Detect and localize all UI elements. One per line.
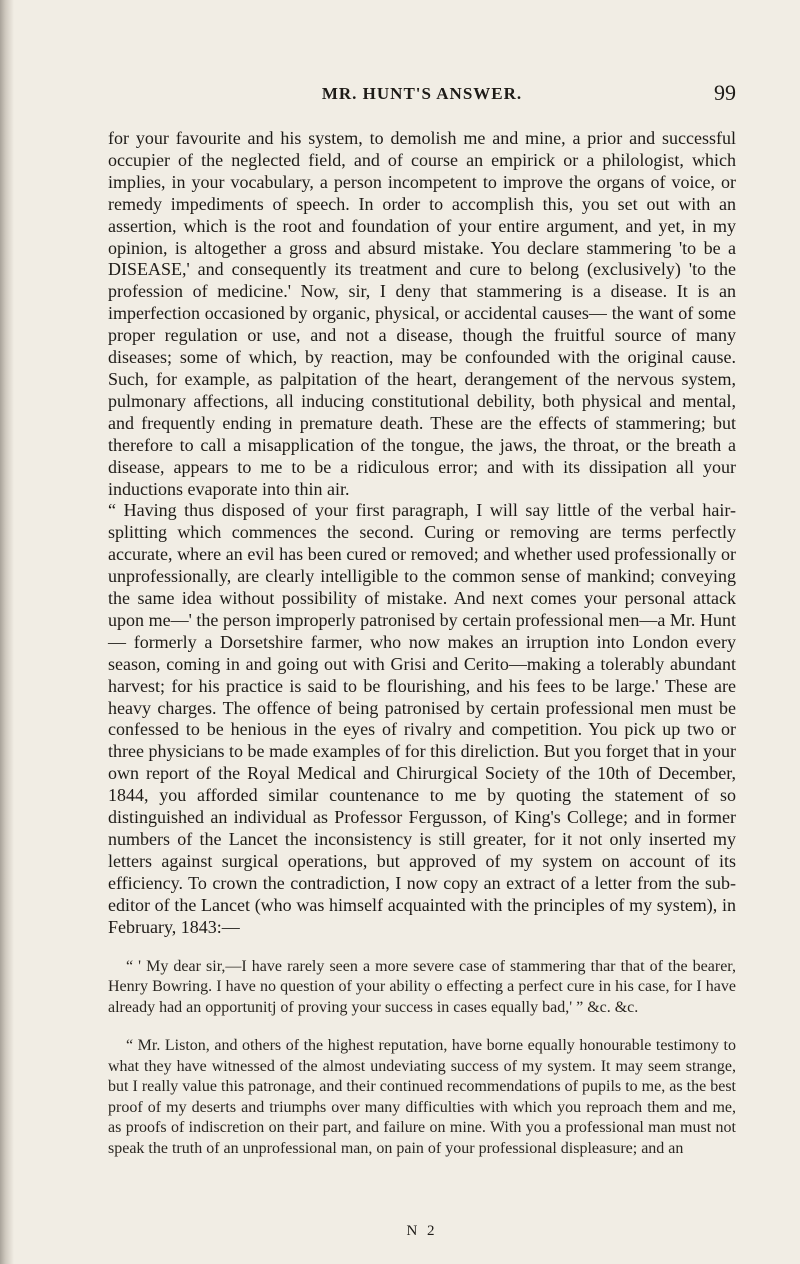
paragraph-gap (108, 1018, 736, 1036)
signature-mark: N 2 (406, 1223, 438, 1239)
running-title: MR. HUNT'S ANSWER. (321, 84, 523, 103)
running-head (108, 80, 736, 112)
paragraph-3-letter-extract: “ ' My dear sir,—I have rarely seen a more severe case of stammering thar that of the bearer, Henry Bowring. I have no question of your ability o effecting a perfect cure in his case, for I have already had an opportunitј of proving your success in cases equally bad,' ” &c. &c. (108, 957, 736, 1016)
binding-shadow (0, 0, 14, 1264)
body-text (108, 128, 736, 1159)
paragraph-4: “ Mr. Liston, and others of the highest reputation, have borne equally honourable testimony to what they have witnessed of the almost undeviating success of my system. It may seem strange, but I really value this patronage, and their continued recommendations of pupils to me, as the best proof of my deserts and triumphs over many difficulties with which you reproach them and me, as proofs of indiscretion on their part, and failure on mine. With you a professional man must not speak the truth of an unprofessional man, on pain of your professional displeasure; and an (108, 1037, 736, 1157)
page-number: 99 (714, 80, 736, 105)
paragraph-gap (108, 939, 736, 957)
paragraph-2: “ Having thus disposed of your first paragraph, I will say little of the verbal hair-splitting which commences the second. Curing or removing are terms perfectly accurate, where an evil has been cured or removed; and whether used professionally or unprofessionally, are clearly intelligible to the common sense of mankind; conveying the same idea without possibility of mistake. And next comes your personal attack upon me—' the person improperly patronised by certain professional men—a Mr. Hunt— formerly a Dorsetshire farmer, who now makes an irruption into London every season, coming in and going out with Grisi and Cerito—making a tolerably abundant harvest; for his practice is said to be flourishing, and his fees to be large.' These are heavy charges. The offence of being patronised by certain professional men must be confessed to be henious in the eyes of rivalry and competition. You pick up two or three physicians to be made examples of for this direliction. But you forget that in your own report of the Royal Medical and Chirurgical Society of the 10th of December, 1844, you afforded similar countenance to me by quoting the statement of so distinguished an individual as Professor Fergusson, of King's College; and in former numbers of the Lancet the inconsistency is still greater, for it not only inserted my letters against surgical operations, but approved of my system on account of its efficiency. To crown the contradiction, I now copy an extract of a letter from the sub-editor of the Lancet (who was himself acquainted with the principles of my system), in February, 1843:— (108, 500, 736, 937)
paragraph-1: for your favourite and his system, to demolish me and mine, a prior and successful occupier of the neglected field, and of course an empirick or a philologist, which implies, in your vocabulary, a person incompetent to improve the organs of voice, or remedy impediments of speech. In order to accomplish this, you set out with an assertion, which is the root and foundation of your entire argument, and yet, in my opinion, is altogether a gross and absurd mistake. You declare stammering 'to be a DISEASE,' and consequently its treatment and cure to belong (exclusively) 'to the profession of medicine.' Now, sir, I deny that stammering is a disease. It is an imperfection occasioned by organic, physical, or accidental causes— the want of some proper regulation or use, and not a disease, though the fruitful source of many diseases; some of which, by reaction, may be confounded with the original cause. Such, for example, as palpitation of the heart, derangement of the nervous system, pulmonary affections, all inducing constitutional debility, both physical and mental, and frequently ending in premature death. These are the effects of stammering; but therefore to call a misapplication of the tongue, the jaws, the throat, or the breath a disease, appears to me to be a ridiculous error; and with its dissipation all your inductions evaporate into thin air. (108, 128, 736, 499)
